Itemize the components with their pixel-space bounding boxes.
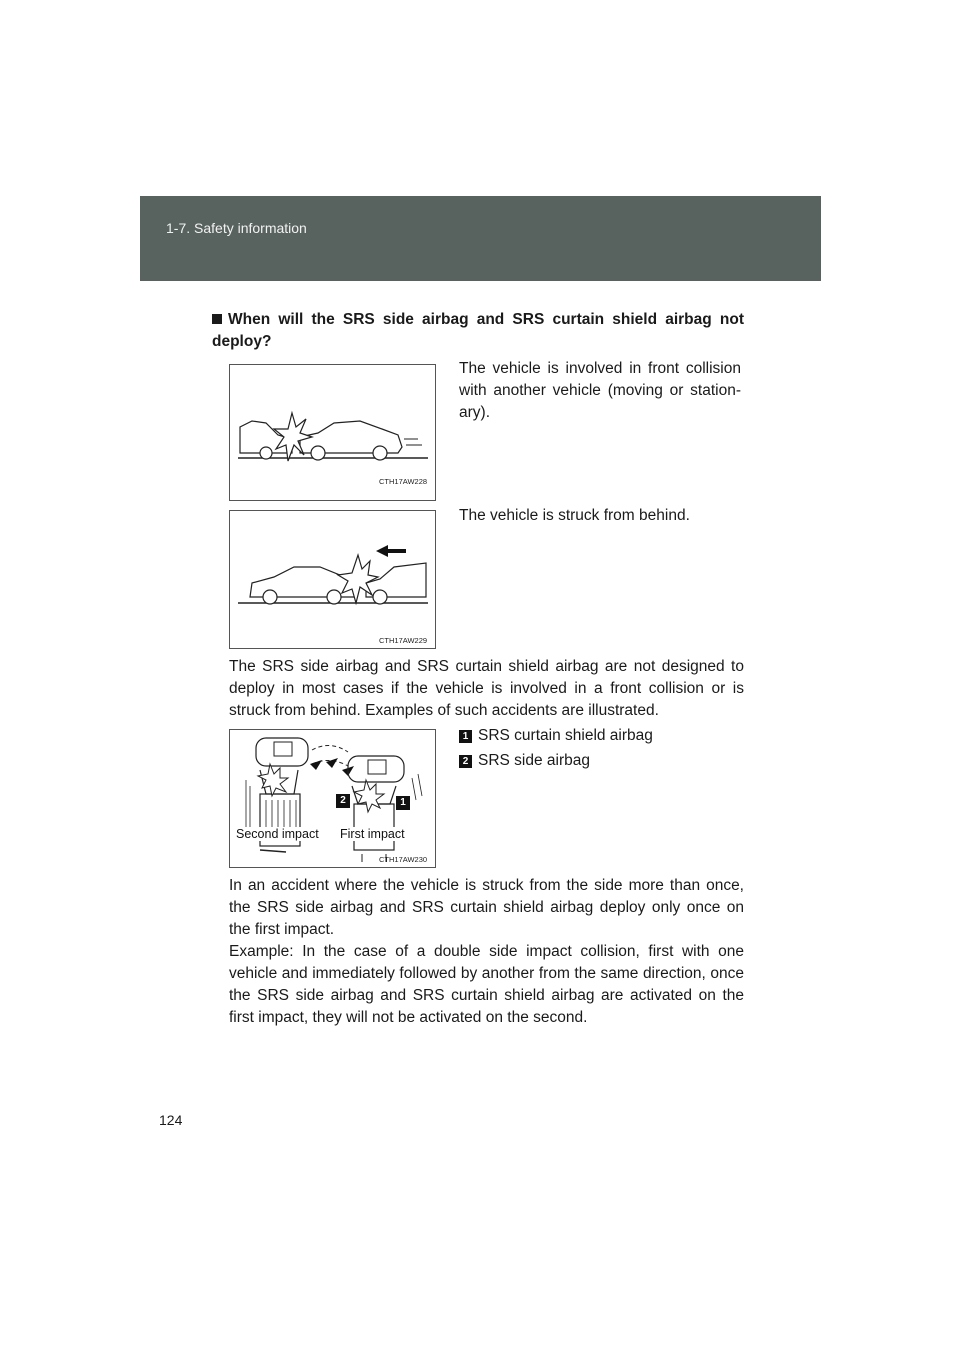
figure-code: CTH17AW229: [379, 636, 428, 645]
figure-front-collision: [229, 364, 436, 501]
paragraph-multiple-impacts: In an accident where the vehicle is struck from the side more than once, the SRS side airbag and SRS curtain shield airbag deploy only once on the first impact.: [229, 877, 744, 938]
subheading-text: When will the SRS side airbag and SRS curtain shield airbag not deploy?: [212, 311, 744, 350]
legend-badge-1: 1: [459, 730, 472, 743]
square-bullet-icon: [212, 314, 222, 324]
paragraph-example: Example: In the case of a double side impact collision, first with one vehicle and immediately followed by another from the same direction, once the SRS side airbag and SRS curtain shield airbag are activated on the first impact, they will not be activated on the second.: [229, 943, 744, 1026]
legend-label-2: SRS side airbag: [478, 752, 591, 769]
caption-rear-collision: The vehicle is struck from behind.: [459, 507, 690, 524]
paragraph-not-designed: The SRS side airbag and SRS curtain shield airbag are not designed to deploy in most cases if the vehicle is involved in a front collision or is struck from behind. Examples of such accidents are illustrated.: [229, 658, 744, 719]
page-number: 124: [159, 1112, 183, 1128]
label-first-impact: First impact: [340, 827, 405, 841]
header-band: [140, 196, 821, 281]
figure-code: CTH17AW230: [379, 855, 428, 864]
label-second-impact: Second impact: [236, 827, 319, 841]
legend-item-1: [459, 727, 653, 745]
figure-badge-1: 1: [396, 796, 410, 810]
caption-front-collision: The vehicle is involved in front collision with another vehicle (moving or station-ary).: [459, 360, 741, 421]
figure-code: CTH17AW228: [379, 477, 428, 486]
figure-side-impacts: [229, 729, 436, 868]
subheading: [212, 309, 744, 353]
legend-label-1: SRS curtain shield airbag: [478, 727, 653, 744]
figure-badge-2: 2: [336, 794, 350, 808]
section-title: 1-7. Safety information: [166, 220, 307, 236]
figure-rear-collision: [229, 510, 436, 649]
legend-item-2: [459, 752, 590, 770]
legend-badge-2: 2: [459, 755, 472, 768]
rear-collision-illustration: [230, 511, 435, 648]
